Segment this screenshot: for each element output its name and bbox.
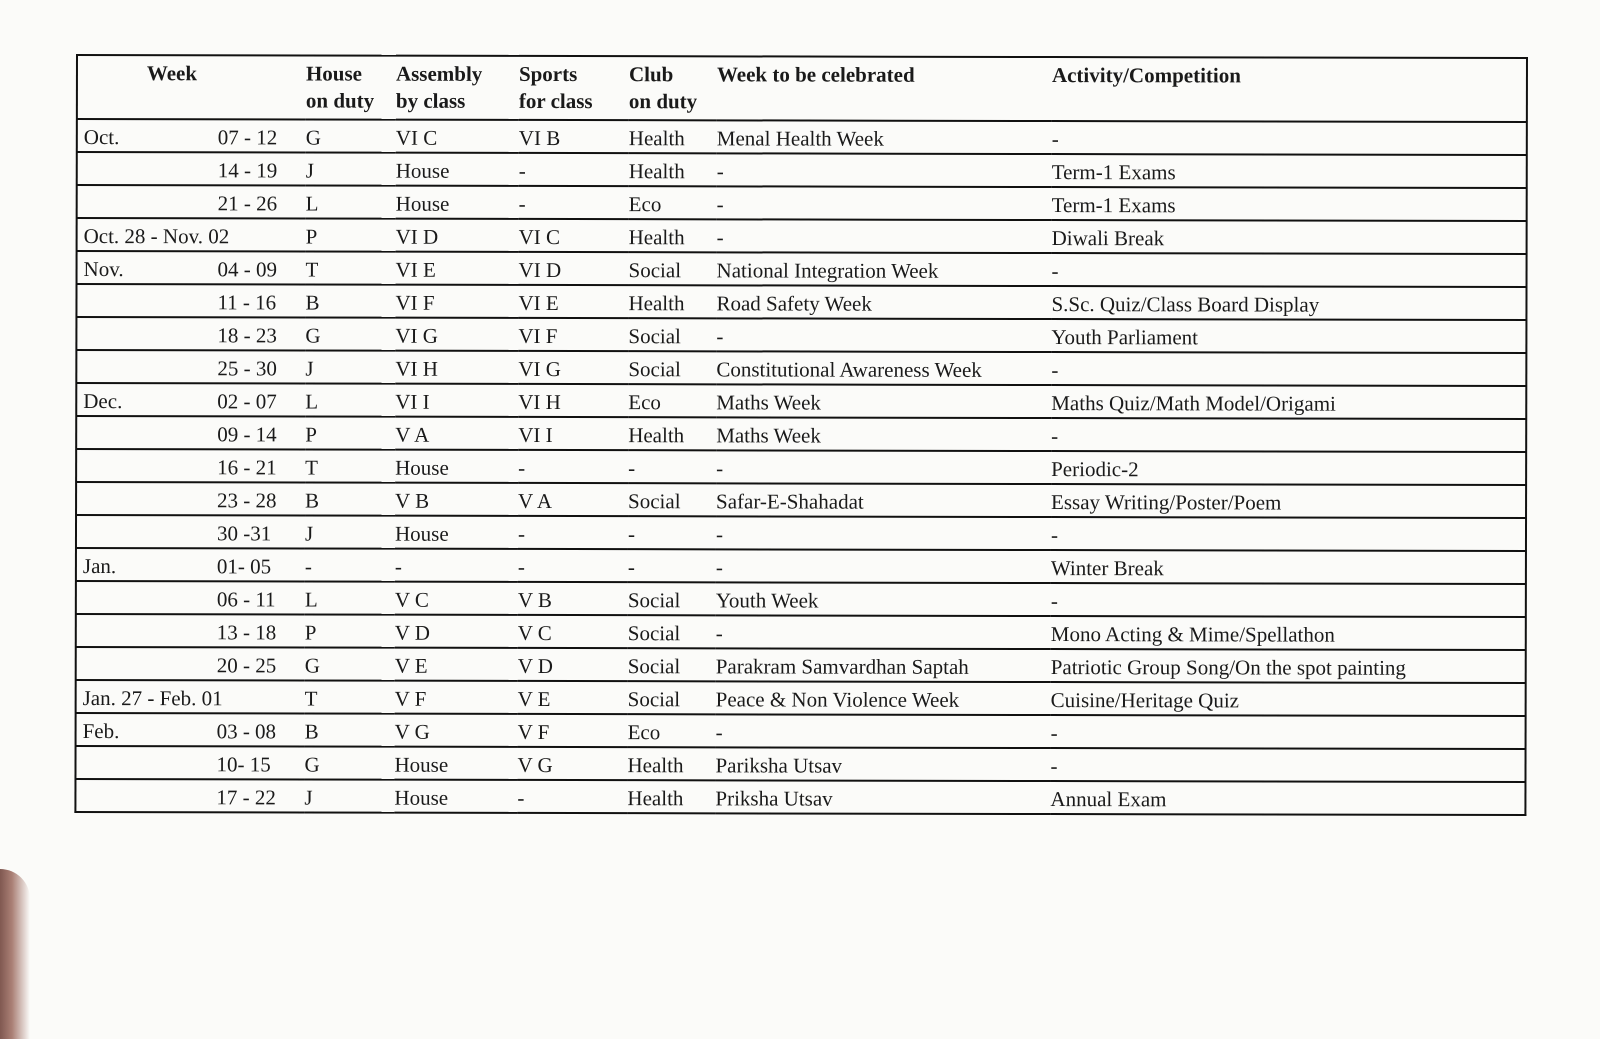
week-range bbox=[84, 256, 306, 282]
cell-sports: VI B bbox=[518, 125, 561, 150]
cell-house: T bbox=[305, 454, 318, 480]
table-row bbox=[76, 416, 1526, 452]
cell-activity: - bbox=[1051, 126, 1059, 151]
table-row bbox=[75, 746, 1525, 782]
cell-house: P bbox=[304, 619, 317, 645]
week-range bbox=[83, 421, 305, 447]
week-dates: 04 - 09 bbox=[217, 256, 278, 281]
cell-club: Health bbox=[628, 125, 685, 150]
cell-week bbox=[76, 284, 305, 317]
week-dates: 16 - 21 bbox=[217, 454, 277, 479]
cell-celebrated: Menal Health Week bbox=[716, 125, 884, 151]
cell-week bbox=[77, 119, 306, 152]
cell-assembly: VI G bbox=[395, 323, 439, 348]
cell-activity: Annual Exam bbox=[1050, 786, 1167, 811]
week-span-text: Oct. 28 - Nov. 02 bbox=[83, 223, 230, 248]
table-row bbox=[77, 251, 1527, 287]
cell-week bbox=[76, 614, 305, 647]
cell-celebrated: Peace & Non Violence Week bbox=[715, 686, 960, 712]
cell-celebrated: Priksha Utsav bbox=[715, 785, 833, 811]
cell-activity: Periodic-2 bbox=[1051, 456, 1139, 481]
page-edge-shadow bbox=[0, 869, 30, 1039]
cell-club: Social bbox=[628, 323, 681, 348]
cell-celebrated: - bbox=[715, 620, 723, 645]
week-range bbox=[84, 190, 306, 216]
cell-house: J bbox=[304, 520, 314, 545]
week-dates: 25 - 30 bbox=[217, 355, 277, 380]
header-club bbox=[629, 56, 717, 120]
table-row bbox=[77, 185, 1527, 221]
cell-club: Social bbox=[627, 587, 681, 612]
week-dates: 30 -31 bbox=[216, 520, 272, 545]
header-sports-line-2: for class bbox=[518, 88, 593, 114]
table-row bbox=[76, 680, 1526, 716]
cell-club: Social bbox=[628, 257, 682, 282]
cell-celebrated: Pariksha Utsav bbox=[715, 752, 843, 778]
cell-house: P bbox=[305, 223, 318, 249]
cell-club: - bbox=[627, 554, 635, 579]
cell-week bbox=[77, 152, 306, 185]
week-dates: 06 - 11 bbox=[216, 586, 276, 611]
week-range bbox=[83, 289, 305, 315]
cell-activity: - bbox=[1050, 588, 1058, 613]
cell-club: Health bbox=[627, 752, 684, 777]
cell-week bbox=[76, 548, 305, 581]
table-row bbox=[76, 548, 1526, 584]
table-row bbox=[76, 317, 1526, 353]
cell-activity: - bbox=[1051, 423, 1059, 448]
cell-sports: V D bbox=[517, 653, 553, 678]
header-assembly bbox=[396, 56, 519, 120]
cell-week bbox=[76, 482, 305, 515]
cell-sports: V C bbox=[517, 620, 552, 645]
cell-assembly: House bbox=[395, 158, 450, 183]
cell-sports: - bbox=[518, 455, 526, 480]
cell-celebrated: Youth Week bbox=[715, 587, 819, 613]
header-club-line-2: on duty bbox=[628, 89, 698, 114]
week-dates: 10- 15 bbox=[216, 751, 271, 776]
cell-celebrated: Road Safety Week bbox=[716, 290, 872, 316]
week-range bbox=[82, 751, 304, 777]
cell-assembly: V B bbox=[395, 488, 430, 513]
cell-assembly: VI I bbox=[395, 389, 430, 414]
cell-assembly: VI F bbox=[395, 290, 435, 315]
cell-activity: - bbox=[1050, 720, 1058, 745]
table-row bbox=[76, 515, 1526, 551]
cell-sports: - bbox=[517, 785, 525, 810]
cell-week bbox=[77, 218, 306, 251]
cell-sports: - bbox=[518, 191, 526, 216]
cell-activity: Maths Quiz/Math Model/Origami bbox=[1051, 390, 1336, 416]
cell-celebrated: - bbox=[715, 521, 724, 546]
cell-activity: Term-1 Exams bbox=[1051, 192, 1176, 217]
cell-week bbox=[76, 449, 305, 482]
cell-week bbox=[75, 746, 304, 779]
cell-club: Eco bbox=[628, 191, 662, 216]
cell-house: T bbox=[304, 685, 318, 711]
week-dates: 18 - 23 bbox=[217, 322, 277, 347]
cell-week bbox=[76, 515, 305, 548]
cell-sports: V B bbox=[517, 587, 552, 612]
table-row bbox=[76, 647, 1526, 683]
header-house-line-1: House bbox=[305, 61, 363, 86]
cell-activity: Essay Writing/Poster/Poem bbox=[1051, 489, 1282, 515]
week-range bbox=[84, 223, 306, 249]
cell-celebrated: National Integration Week bbox=[716, 257, 939, 283]
cell-activity: S.Sc. Quiz/Class Board Display bbox=[1051, 291, 1320, 317]
week-range bbox=[83, 388, 305, 414]
cell-activity: - bbox=[1051, 357, 1059, 382]
cell-club: Social bbox=[627, 653, 681, 678]
cell-celebrated: Maths Week bbox=[716, 389, 821, 415]
cell-celebrated: - bbox=[715, 554, 723, 579]
cell-week bbox=[77, 185, 306, 218]
cell-celebrated: - bbox=[716, 158, 724, 183]
cell-assembly: House bbox=[394, 521, 449, 546]
week-range bbox=[83, 586, 305, 612]
cell-sports: - bbox=[518, 158, 526, 183]
week-dates: 07 - 12 bbox=[217, 124, 278, 149]
week-dates: 03 - 08 bbox=[216, 718, 277, 743]
cell-week bbox=[75, 779, 304, 812]
week-span-text: Jan. 27 - Feb. 01 bbox=[82, 685, 223, 710]
header-house-line-2: on duty bbox=[305, 88, 375, 113]
cell-week bbox=[76, 713, 305, 746]
cell-club: Health bbox=[627, 785, 684, 810]
table-row bbox=[76, 284, 1526, 320]
cell-assembly: VI H bbox=[395, 356, 438, 381]
cell-sports: VI E bbox=[518, 290, 559, 315]
week-dates: 02 - 07 bbox=[217, 388, 277, 413]
week-dates: 11 - 16 bbox=[217, 289, 277, 314]
week-month: Dec. bbox=[83, 388, 123, 413]
cell-sports: V F bbox=[517, 719, 550, 744]
cell-activity: Term-1 Exams bbox=[1051, 159, 1176, 184]
cell-assembly: VI D bbox=[395, 224, 439, 249]
table-row bbox=[75, 779, 1525, 815]
cell-assembly: V D bbox=[394, 620, 431, 645]
cell-week bbox=[76, 317, 305, 350]
header-club-line-1: Club bbox=[628, 62, 674, 87]
header-sports-line-1: Sports bbox=[518, 61, 578, 87]
header-row bbox=[77, 55, 1527, 122]
schedule-sheet bbox=[74, 54, 1528, 816]
table-row bbox=[76, 383, 1526, 419]
cell-assembly: - bbox=[394, 554, 402, 579]
table-row bbox=[76, 713, 1526, 749]
cell-sports: - bbox=[517, 554, 525, 579]
week-range bbox=[83, 454, 305, 480]
cell-house: G bbox=[304, 751, 320, 777]
header-week bbox=[77, 55, 306, 119]
cell-sports: V E bbox=[517, 686, 551, 711]
cell-week bbox=[76, 581, 305, 614]
cell-activity: - bbox=[1050, 753, 1058, 778]
cell-week bbox=[76, 383, 305, 416]
header-sports bbox=[519, 56, 629, 120]
week-month: Feb. bbox=[82, 718, 120, 743]
week-dates: 09 - 14 bbox=[217, 421, 277, 446]
table-row bbox=[77, 152, 1527, 188]
week-dates: 23 - 28 bbox=[217, 487, 277, 512]
cell-club: - bbox=[627, 521, 636, 546]
header-activity bbox=[1052, 57, 1527, 122]
cell-house: G bbox=[305, 322, 321, 348]
cell-assembly: VI E bbox=[395, 257, 436, 282]
cell-club: Health bbox=[628, 158, 685, 183]
cell-house: - bbox=[304, 553, 312, 578]
week-dates: 13 - 18 bbox=[216, 619, 277, 644]
cell-celebrated: - bbox=[716, 455, 724, 480]
cell-club: Health bbox=[628, 290, 685, 315]
cell-sports: VI I bbox=[518, 422, 553, 447]
cell-sports: V G bbox=[517, 752, 553, 777]
cell-sports: VI D bbox=[518, 257, 562, 282]
cell-club: Social bbox=[627, 620, 681, 645]
week-range bbox=[83, 355, 305, 381]
cell-week bbox=[76, 350, 305, 383]
cell-assembly: V F bbox=[394, 686, 427, 711]
cell-assembly: House bbox=[394, 785, 449, 810]
cell-club: Social bbox=[627, 686, 681, 711]
cell-activity: Diwali Break bbox=[1051, 225, 1165, 250]
cell-activity: Youth Parliament bbox=[1051, 324, 1199, 349]
cell-sports: - bbox=[517, 521, 526, 546]
cell-celebrated: Parakram Samvardhan Saptah bbox=[715, 653, 969, 679]
week-range bbox=[83, 718, 305, 744]
week-range bbox=[83, 487, 305, 513]
cell-celebrated: - bbox=[716, 323, 724, 348]
cell-club: - bbox=[628, 455, 636, 480]
week-range bbox=[83, 553, 305, 579]
week-range bbox=[83, 685, 305, 711]
cell-club: Social bbox=[628, 488, 681, 513]
cell-week bbox=[76, 647, 305, 680]
cell-activity: Mono Acting & Mime/Spellathon bbox=[1050, 621, 1335, 647]
cell-house: L bbox=[304, 586, 318, 612]
cell-week bbox=[76, 680, 305, 713]
header-activity-line-1: Activity/Competition bbox=[1051, 63, 1241, 88]
table-header bbox=[77, 55, 1527, 122]
cell-celebrated: Safar-E-Shahadat bbox=[716, 488, 864, 514]
header-assembly-line-1: Assembly bbox=[395, 61, 483, 86]
cell-house: B bbox=[305, 289, 320, 315]
header-week-celebrated bbox=[717, 56, 1052, 121]
cell-activity: - bbox=[1051, 258, 1059, 283]
cell-activity: Patriotic Group Song/On the spot painting bbox=[1050, 654, 1406, 680]
cell-activity: - bbox=[1050, 522, 1059, 547]
cell-club: Eco bbox=[627, 719, 661, 744]
week-dates: 01- 05 bbox=[216, 553, 272, 578]
week-dates: 14 - 19 bbox=[217, 157, 278, 182]
week-dates: 17 - 22 bbox=[216, 784, 276, 809]
table-row bbox=[76, 449, 1526, 485]
cell-house: L bbox=[305, 388, 319, 414]
cell-celebrated: - bbox=[716, 224, 724, 249]
table-row bbox=[77, 119, 1527, 155]
cell-assembly: V C bbox=[394, 587, 429, 612]
cell-sports: VI G bbox=[518, 356, 561, 381]
table-row bbox=[76, 614, 1526, 650]
cell-house: B bbox=[305, 487, 320, 513]
cell-house: G bbox=[305, 124, 322, 150]
week-range bbox=[84, 124, 306, 150]
cell-assembly: House bbox=[395, 191, 450, 216]
cell-house: P bbox=[305, 421, 317, 447]
cell-celebrated: - bbox=[715, 719, 723, 744]
cell-assembly: House bbox=[394, 752, 449, 777]
cell-club: Health bbox=[628, 224, 685, 249]
table-row bbox=[76, 581, 1526, 617]
cell-week bbox=[77, 251, 306, 284]
cell-house: J bbox=[305, 157, 314, 182]
cell-activity: Winter Break bbox=[1050, 555, 1164, 580]
cell-sports: VI F bbox=[518, 323, 558, 348]
week-dates: 21 - 26 bbox=[217, 190, 278, 215]
week-range bbox=[84, 157, 306, 183]
cell-celebrated: Constitutional Awareness Week bbox=[716, 356, 982, 382]
cell-sports: VI H bbox=[518, 389, 561, 414]
cell-assembly: V E bbox=[394, 653, 428, 678]
cell-week bbox=[76, 416, 305, 449]
cell-house: J bbox=[305, 355, 314, 380]
cell-celebrated: - bbox=[716, 191, 724, 216]
header-house bbox=[306, 55, 396, 119]
cell-assembly: V G bbox=[394, 719, 430, 744]
header-week-line-1: Week bbox=[146, 61, 198, 86]
cell-club: Social bbox=[628, 356, 681, 381]
cell-assembly: VI C bbox=[395, 125, 438, 150]
cell-club: Eco bbox=[628, 389, 661, 414]
cell-house: B bbox=[304, 718, 319, 744]
table-row bbox=[76, 350, 1526, 386]
cell-celebrated: Maths Week bbox=[716, 422, 821, 448]
cell-assembly: House bbox=[395, 455, 449, 480]
week-range bbox=[83, 322, 305, 348]
header-assembly-line-2: by class bbox=[395, 88, 466, 113]
table-row bbox=[76, 482, 1526, 518]
week-month: Jan. bbox=[82, 553, 117, 578]
table-row bbox=[77, 218, 1527, 254]
cell-sports: V A bbox=[518, 488, 553, 513]
week-range bbox=[82, 784, 304, 810]
cell-house: L bbox=[305, 190, 319, 216]
cell-club: Health bbox=[628, 422, 685, 447]
cell-activity: Cuisine/Heritage Quiz bbox=[1050, 687, 1240, 712]
cell-sports: VI C bbox=[518, 224, 561, 249]
table-body bbox=[75, 119, 1526, 815]
week-range bbox=[83, 619, 305, 645]
header-celebrated-line-1: Week to be celebrated bbox=[716, 62, 915, 87]
weekly-schedule-table bbox=[74, 54, 1528, 816]
week-range bbox=[83, 652, 305, 678]
week-month: Nov. bbox=[83, 256, 124, 281]
cell-assembly: V A bbox=[395, 422, 430, 447]
cell-house: J bbox=[304, 784, 313, 809]
cell-house: T bbox=[305, 256, 319, 282]
cell-house: G bbox=[304, 652, 320, 678]
week-range bbox=[83, 520, 305, 546]
week-month: Oct. bbox=[83, 124, 120, 149]
week-dates: 20 - 25 bbox=[216, 652, 277, 677]
